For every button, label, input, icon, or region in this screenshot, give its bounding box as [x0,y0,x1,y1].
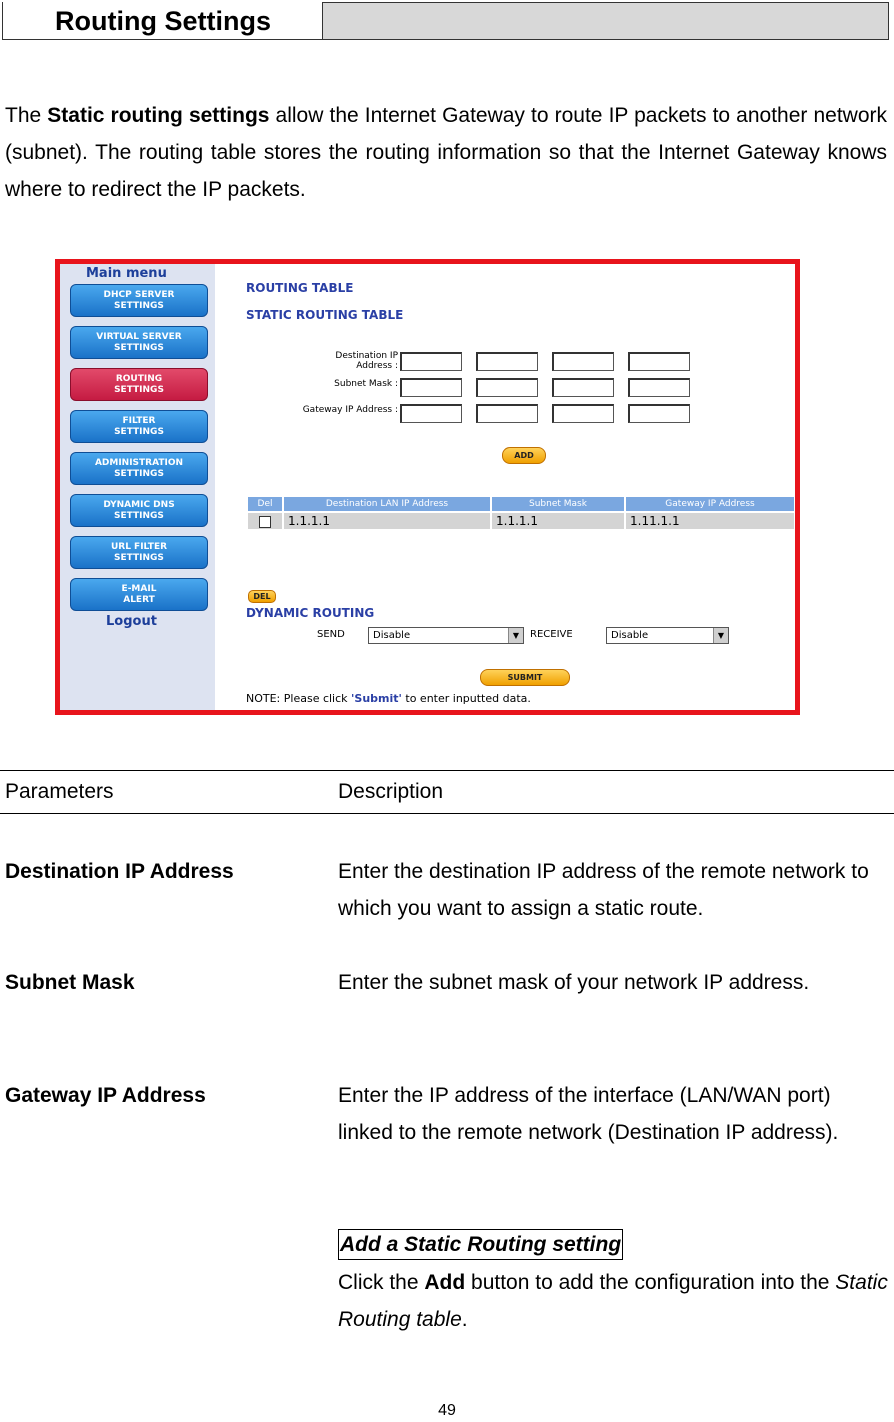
add-desc-end: . [461,1308,468,1331]
intro-bold: Static routing settings [47,104,270,127]
add-desc-prefix: Click the [338,1271,425,1294]
dynamic-routing-title: DYNAMIC ROUTING [246,606,375,620]
receive-value: Disable [611,630,649,641]
desc-gateway-ip: Enter the IP address of the interface (LAN/WAN port) linked to the remote network (Destination IP address). [338,1084,839,1144]
col-destination: Destination LAN IP Address [283,496,491,512]
dest-ip-octet-3[interactable] [552,352,614,371]
receive-label: RECEIVE [530,629,573,640]
main-menu-title: Main menu [86,266,167,281]
gateway-octet-1[interactable] [400,404,462,423]
chevron-down-icon: ▼ [713,628,728,643]
table-header-row [247,496,795,512]
note-link: 'Submit' [351,692,402,705]
section-title: Routing Settings [3,2,323,40]
intro-prefix: The [5,104,48,127]
param-column-header: Parameters [5,780,114,803]
row-delete-checkbox[interactable] [259,516,271,528]
section-heading-bar [2,2,889,40]
desc-column-header: Description [338,780,444,803]
menu-email-alert-button[interactable]: E-MAIL ALERT [70,578,208,611]
send-label: SEND [317,629,345,640]
gateway-label: Gateway IP Address : [302,405,398,415]
static-routing-table [246,495,796,531]
subnet-octet-3[interactable] [552,378,614,397]
menu-administration-button[interactable]: ADMINISTRATION SETTINGS [70,452,208,485]
logout-link[interactable]: Logout [106,614,157,629]
intro-paragraph [5,97,887,208]
add-desc-bold: Add [424,1271,466,1294]
chevron-down-icon: ▼ [508,628,523,643]
gateway-octet-2[interactable] [476,404,538,423]
destination-label: Destination IP Address : [335,351,398,371]
param-table-top-rule [0,770,894,771]
submit-button[interactable]: SUBMIT [480,669,570,686]
col-del: Del [247,496,283,512]
send-value: Disable [373,630,411,641]
param-gateway-ip: Gateway IP Address [5,1084,206,1107]
intro-rest: allow the Internet Gateway to route IP packets to another network (subnet). The routing table stores the routing information so that the Internet Gateway knows where to redirect the IP packets. [5,104,887,201]
table-row [247,512,795,530]
dest-ip-octet-2[interactable] [476,352,538,371]
routing-table-title: ROUTING TABLE [246,281,354,295]
param-subnet-mask: Subnet Mask [5,971,135,994]
menu-dynamic-dns-button[interactable]: DYNAMIC DNS SETTINGS [70,494,208,527]
send-select[interactable] [368,627,524,644]
param-table-header-rule [0,813,894,814]
menu-filter-button[interactable]: FILTER SETTINGS [70,410,208,443]
page-number: 49 [438,1402,456,1419]
dest-ip-octet-1[interactable] [400,352,462,371]
subnet-label: Subnet Mask : [334,379,398,389]
row-subnet: 1.1.1.1 [491,512,625,530]
desc-destination-ip: Enter the destination IP address of the remote network to which you want to assign a static route. [338,860,869,920]
add-static-routing-desc [338,1264,894,1338]
add-static-routing-title: Add a Static Routing setting [338,1229,623,1260]
add-desc-italic: Static Routing table [338,1271,888,1331]
col-gateway: Gateway IP Address [625,496,795,512]
param-destination-ip: Destination IP Address [5,860,234,883]
routing-screenshot [55,259,800,715]
subnet-octet-1[interactable] [400,378,462,397]
subnet-octet-4[interactable] [628,378,690,397]
menu-virtual-server-button[interactable]: VIRTUAL SERVER SETTINGS [70,326,208,359]
static-routing-title: STATIC ROUTING TABLE [246,308,404,322]
del-button[interactable]: DEL [248,590,276,603]
menu-dhcp-server-button[interactable]: DHCP SERVER SETTINGS [70,284,208,317]
note-text [246,692,531,705]
gateway-octet-4[interactable] [628,404,690,423]
subnet-octet-2[interactable] [476,378,538,397]
main-menu-panel [60,264,215,710]
col-subnet: Subnet Mask [491,496,625,512]
row-gateway: 1.11.1.1 [625,512,795,530]
gateway-octet-3[interactable] [552,404,614,423]
menu-routing-button[interactable]: ROUTING SETTINGS [70,368,208,401]
menu-url-filter-button[interactable]: URL FILTER SETTINGS [70,536,208,569]
dest-ip-octet-4[interactable] [628,352,690,371]
note-prefix: NOTE: Please click [246,692,352,705]
desc-subnet-mask: Enter the subnet mask of your network IP address. [338,971,810,994]
note-suffix: to enter inputted data. [401,692,531,705]
row-destination: 1.1.1.1 [283,512,491,530]
add-button[interactable]: ADD [502,447,546,464]
receive-select[interactable] [606,627,729,644]
add-desc-mid: button to add the configuration into the [465,1271,836,1294]
